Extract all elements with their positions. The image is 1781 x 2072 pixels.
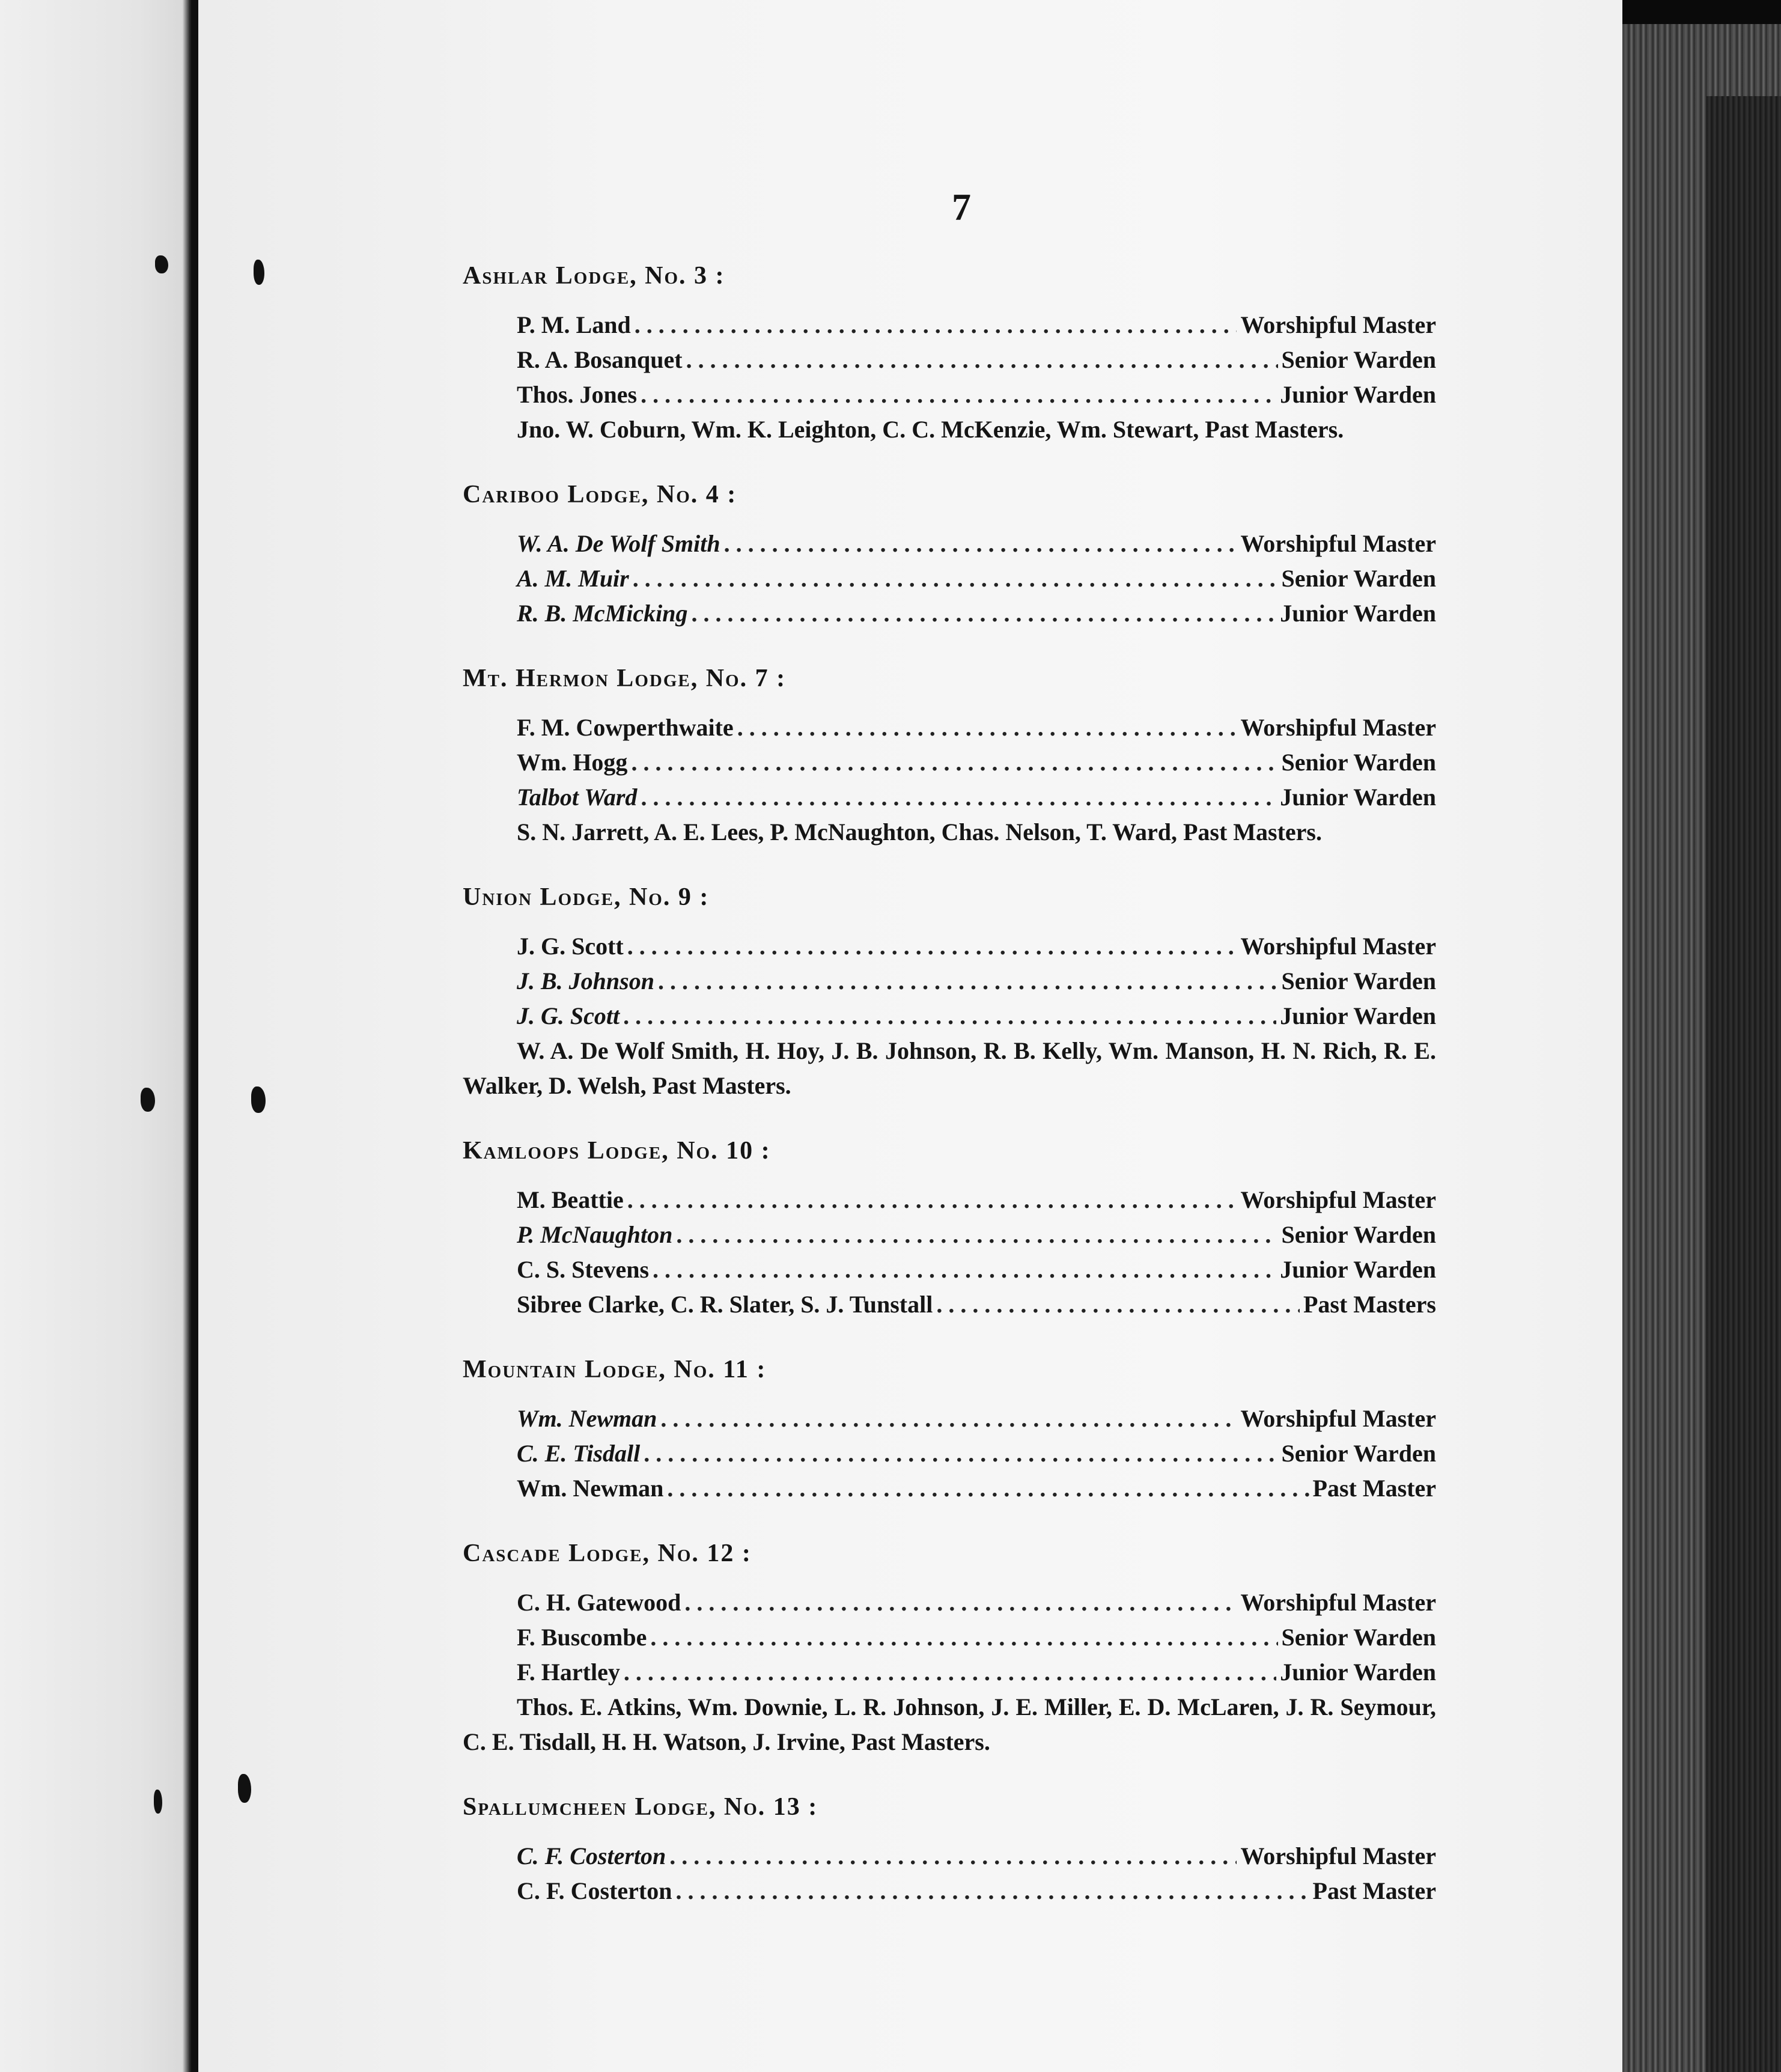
book-cover-edge (1706, 96, 1781, 2072)
officer-role: Senior Warden (1281, 565, 1436, 592)
officer-role: Senior Warden (1281, 1221, 1436, 1248)
officer-role: Junior Warden (1280, 1659, 1436, 1686)
binding-hole-mark (238, 1774, 251, 1803)
dot-leader (936, 1287, 1300, 1322)
binding-hole-mark (154, 1790, 162, 1814)
lodge-section (463, 1790, 1436, 1909)
lodge-title: Spallumcheen Lodge, No. 13 : (463, 1793, 818, 1821)
officer-row (463, 964, 1436, 999)
officer-role: Senior Warden (1281, 1624, 1436, 1651)
officer-row (463, 308, 1436, 343)
officer-role: Past Master (1312, 1475, 1436, 1502)
dot-leader (653, 1252, 1276, 1287)
dot-leader (676, 1217, 1277, 1252)
lodge-section (463, 477, 1436, 631)
officer-role: Senior Warden (1281, 1440, 1436, 1467)
lodge-title: Cariboo Lodge, No. 4 : (463, 481, 737, 508)
officer-role: Junior Warden (1280, 381, 1436, 408)
officer-name: F. M. Cowperthwaite (517, 714, 734, 741)
dot-leader (660, 1401, 1237, 1436)
past-masters-list: S. N. Jarrett, A. E. Lees, P. McNaughton, Chas. Nelson, T. Ward, Past Masters. (517, 818, 1322, 846)
page-number: 7 (952, 186, 971, 228)
officer-name: J. B. Johnson (517, 967, 654, 995)
officer-row (463, 929, 1436, 964)
dot-leader (624, 1655, 1276, 1690)
officer-name: Talbot Ward (517, 784, 638, 811)
officer-role: Junior Warden (1280, 784, 1436, 811)
officer-name: Wm. Newman (517, 1405, 657, 1432)
officer-row (463, 1436, 1436, 1471)
dot-leader (676, 1874, 1309, 1909)
officer-name: A. M. Muir (517, 565, 629, 592)
officer-name: R. A. Bosanquet (517, 346, 683, 373)
officer-row (463, 343, 1436, 377)
officer-row (463, 999, 1436, 1034)
past-masters-list: Jno. W. Coburn, Wm. K. Leighton, C. C. McKenzie, Wm. Stewart, Past Masters. (517, 416, 1344, 443)
officer-row (463, 1839, 1436, 1874)
lodge-section (463, 1352, 1436, 1506)
binding-hole-mark (155, 255, 168, 273)
officer-row (463, 1471, 1436, 1506)
officer-row (463, 1585, 1436, 1620)
officer-name: Wm. Newman (517, 1475, 664, 1502)
officer-role: Past Masters (1303, 1291, 1436, 1318)
lodge-title: Mt. Hermon Lodge, No. 7 : (463, 665, 787, 692)
dot-leader (644, 1436, 1277, 1471)
officer-row (463, 710, 1436, 745)
dot-leader (724, 526, 1237, 561)
officer-row (463, 596, 1436, 631)
officer-role: Worshipful Master (1240, 1842, 1436, 1869)
lodge-title: Union Lodge, No. 9 : (463, 883, 710, 911)
officer-name: M. Beattie (517, 1186, 624, 1213)
officer-name: R. B. McMicking (517, 600, 688, 627)
dot-leader (641, 780, 1276, 815)
left-page-strip (0, 0, 198, 2072)
dot-leader (631, 745, 1277, 780)
officer-row (463, 1287, 1436, 1322)
dot-leader (684, 1585, 1237, 1620)
dot-leader (669, 1839, 1237, 1874)
officer-name: J. G. Scott (517, 933, 624, 960)
officer-name: J. G. Scott (517, 1002, 620, 1029)
lodge-directory (463, 258, 1436, 1939)
officer-row (463, 1217, 1436, 1252)
dot-leader (658, 964, 1278, 999)
past-masters-list: W. A. De Wolf Smith, H. Hoy, J. B. Johnson, R. B. Kelly, Wm. Manson, H. N. Rich, R. E. Walker, D. Welsh, Past Masters. (463, 1037, 1436, 1099)
officer-name: Thos. Jones (517, 381, 638, 408)
officer-role: Senior Warden (1281, 346, 1436, 373)
dot-leader (627, 929, 1237, 964)
officer-name: C. S. Stevens (517, 1256, 650, 1283)
lodge-title: Kamloops Lodge, No. 10 : (463, 1137, 771, 1165)
dot-leader (737, 710, 1237, 745)
officer-role: Worshipful Master (1240, 1589, 1436, 1616)
officer-row (463, 1183, 1436, 1217)
dot-leader (667, 1471, 1309, 1506)
officer-row (463, 1252, 1436, 1287)
binding-hole-mark (141, 1088, 155, 1112)
officer-name: F. Buscombe (517, 1624, 647, 1651)
past-masters-list: Thos. E. Atkins, Wm. Downie, L. R. Johnson, J. E. Miller, E. D. McLaren, J. R. Seymour, C. E. Tisdall, H. H. Watson, J. Irvine, Past Masters. (463, 1693, 1436, 1755)
officer-name: P. McNaughton (517, 1221, 673, 1248)
officer-role: Senior Warden (1281, 967, 1436, 995)
dot-leader (635, 308, 1237, 343)
dot-leader (627, 1183, 1237, 1217)
officer-role: Worshipful Master (1240, 1405, 1436, 1432)
dot-leader (633, 561, 1278, 596)
officer-name: C. F. Costerton (517, 1877, 672, 1904)
lodge-section (463, 1133, 1436, 1322)
dot-leader (686, 343, 1278, 377)
officer-role: Senior Warden (1281, 749, 1436, 776)
lodge-title: Ashlar Lodge, No. 3 : (463, 262, 725, 290)
officer-role: Junior Warden (1280, 1002, 1436, 1029)
officer-row (463, 1655, 1436, 1690)
lodge-title: Mountain Lodge, No. 11 : (463, 1356, 767, 1383)
officer-name: C. H. Gatewood (517, 1589, 681, 1616)
officer-name: Sibree Clarke, C. R. Slater, S. J. Tunstall (517, 1291, 933, 1318)
officer-name: P. M. Land (517, 311, 631, 338)
lodge-section (463, 258, 1436, 447)
officer-name: C. F. Costerton (517, 1842, 666, 1869)
officer-row (463, 745, 1436, 780)
officer-role: Worshipful Master (1240, 714, 1436, 741)
dot-leader (650, 1620, 1277, 1655)
lodge-title: Cascade Lodge, No. 12 : (463, 1540, 752, 1567)
officer-role: Worshipful Master (1240, 530, 1436, 557)
officer-role: Worshipful Master (1240, 933, 1436, 960)
lodge-section (463, 1536, 1436, 1760)
officer-name: W. A. De Wolf Smith (517, 530, 720, 557)
officer-name: C. E. Tisdall (517, 1440, 641, 1467)
officer-row (463, 1620, 1436, 1655)
officer-role: Worshipful Master (1240, 311, 1436, 338)
officer-row (463, 780, 1436, 815)
officer-name: Wm. Hogg (517, 749, 628, 776)
officer-role: Junior Warden (1280, 600, 1436, 627)
officer-role: Junior Warden (1280, 1256, 1436, 1283)
officer-row (463, 1401, 1436, 1436)
dot-leader (691, 596, 1276, 631)
dot-leader (641, 377, 1276, 412)
officer-row (463, 526, 1436, 561)
lodge-section (463, 880, 1436, 1103)
officer-role: Worshipful Master (1240, 1186, 1436, 1213)
lodge-section (463, 661, 1436, 850)
officer-row (463, 377, 1436, 412)
officer-role: Past Master (1312, 1877, 1436, 1904)
dot-leader (623, 999, 1276, 1034)
officer-row (463, 561, 1436, 596)
officer-name: F. Hartley (517, 1659, 620, 1686)
binding-hole-mark (254, 260, 264, 285)
officer-row (463, 1874, 1436, 1909)
binding-hole-mark (251, 1086, 266, 1113)
